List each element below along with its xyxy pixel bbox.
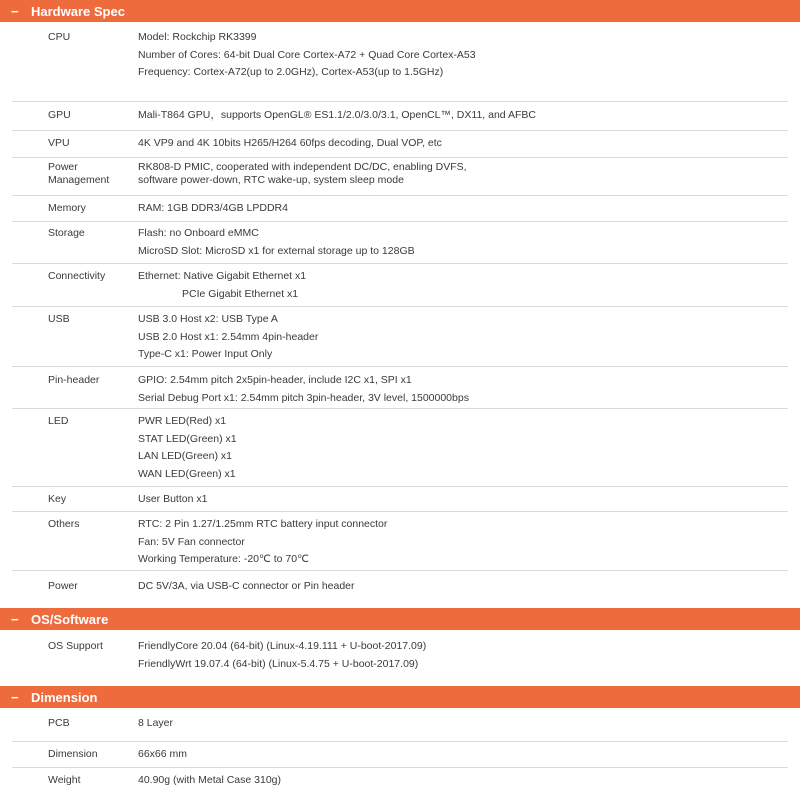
- spec-values: [138, 372, 788, 408]
- spec-value: RK808-D PMIC, cooperated with independent DC/DC, enabling DVFS, software power-down, RTC wake-up, system sleep mode: [138, 161, 467, 186]
- spec-value: FriendlyCore 20.04 (64-bit) (Linux-4.19.111 + U-boot-2017.09): [138, 640, 427, 652]
- spec-values: [138, 638, 788, 685]
- spec-value: User Button x1: [138, 493, 208, 505]
- spec-label: USB: [48, 313, 70, 325]
- spec-values: [138, 578, 788, 606]
- spec-row-cpu: [12, 22, 788, 102]
- spec-label: VPU: [48, 137, 70, 149]
- spec-value: Working Temperature: -20℃ to 70℃: [138, 553, 309, 565]
- spec-label: Dimension: [48, 748, 98, 760]
- spec-value: Frequency: Cortex-A72(up to 2.0GHz), Cortex-A53(up to 1.5GHz): [138, 66, 444, 78]
- spec-values: [138, 29, 788, 101]
- spec-label: OS Support: [48, 640, 103, 652]
- spec-label: Weight: [48, 774, 81, 786]
- spec-values: [138, 491, 788, 511]
- spec-value: 4K VP9 and 4K 10bits H265/H264 60fps decoding, Dual VOP, etc: [138, 137, 442, 149]
- spec-row-vpu: [12, 131, 788, 158]
- spec-value: Type-C x1: Power Input Only: [138, 348, 273, 360]
- spec-row-led: [12, 409, 788, 487]
- spec-value: Model: Rockchip RK3399: [138, 31, 257, 43]
- spec-value: MicroSD Slot: MicroSD x1 for external storage up to 128GB: [138, 244, 415, 257]
- spec-value: Mali-T864 GPU，supports OpenGL® ES1.1/2.0/3.0/3.1, OpenCL™, DX11, and AFBC: [138, 109, 536, 121]
- spec-label: LED: [48, 415, 69, 427]
- spec-label: Key: [48, 493, 67, 505]
- spec-value: 40.90g (with Metal Case 310g): [138, 774, 281, 786]
- hardware-spec-header[interactable]: [0, 0, 800, 22]
- spec-values: [138, 161, 518, 195]
- spec-row-power: [12, 571, 788, 606]
- spec-row-connectivity: [12, 264, 788, 307]
- spec-value: Ethernet: Native Gigabit Ethernet x1: [138, 270, 307, 282]
- spec-row-others: [12, 512, 788, 571]
- spec-row-power-management: [12, 158, 788, 196]
- section-title: Hardware Spec: [31, 3, 125, 19]
- spec-value: WAN LED(Green) x1: [138, 467, 236, 480]
- spec-value: PCIe Gigabit Ethernet x1: [182, 287, 299, 300]
- spec-value: Flash: no Onboard eMMC: [138, 227, 259, 239]
- spec-value: 8 Layer: [138, 717, 174, 729]
- spec-values: [138, 516, 788, 570]
- spec-row-key: [12, 487, 788, 512]
- spec-row-gpu: [12, 102, 788, 131]
- dimension-header[interactable]: [0, 686, 800, 708]
- spec-value: LAN LED(Green) x1: [138, 450, 232, 462]
- hardware-spec-body: [0, 22, 800, 606]
- spec-label: Others: [48, 518, 80, 530]
- spec-values: [138, 200, 788, 221]
- spec-label: GPU: [48, 109, 71, 121]
- spec-values: [138, 772, 788, 794]
- spec-label: Connectivity: [48, 270, 106, 282]
- spec-value: GPIO: 2.54mm pitch 2x5pin-header, include I2C x1, SPI x1: [138, 374, 412, 386]
- spec-row-weight: [12, 768, 788, 794]
- spec-row-usb: [12, 307, 788, 367]
- spec-label: Pin-header: [48, 374, 100, 386]
- spec-value: DC 5V/3A, via USB-C connector or Pin header: [138, 580, 355, 592]
- spec-row-storage: [12, 222, 788, 264]
- spec-row-os-support: [12, 630, 788, 685]
- spec-values: [138, 311, 788, 366]
- spec-values: [138, 413, 788, 486]
- spec-value: FriendlyWrt 19.07.4 (64-bit) (Linux-5.4.75 + U-boot-2017.09): [138, 657, 419, 670]
- spec-value: Number of Cores: 64-bit Dual Core Cortex-A72 + Quad Core Cortex-A53: [138, 48, 476, 61]
- spec-label: Memory: [48, 202, 86, 214]
- collapse-icon: −: [11, 611, 19, 627]
- spec-label: Power Management: [48, 161, 110, 186]
- spec-value: STAT LED(Green) x1: [138, 432, 237, 445]
- collapse-icon: −: [11, 3, 19, 19]
- spec-value: USB 2.0 Host x1: 2.54mm 4pin-header: [138, 330, 319, 343]
- spec-value: PWR LED(Red) x1: [138, 415, 227, 427]
- spec-values: [138, 715, 788, 741]
- spec-label: Storage: [48, 227, 85, 239]
- spec-label: PCB: [48, 717, 70, 729]
- spec-value: Fan: 5V Fan connector: [138, 535, 245, 548]
- spec-row-pin-header: [12, 367, 788, 409]
- os-software-body: [0, 630, 800, 685]
- section-title: OS/Software: [31, 611, 109, 627]
- spec-row-dimension: [12, 742, 788, 768]
- spec-values: [138, 746, 788, 767]
- spec-value: USB 3.0 Host x2: USB Type A: [138, 313, 278, 325]
- spec-values: [138, 135, 788, 157]
- spec-label: Power: [48, 580, 78, 592]
- spec-value: 66x66 mm: [138, 748, 188, 760]
- collapse-icon: −: [11, 689, 19, 705]
- section-title: Dimension: [31, 689, 98, 705]
- spec-row-pcb: [12, 708, 788, 742]
- spec-values: [138, 268, 788, 306]
- spec-value: RTC: 2 Pin 1.27/1.25mm RTC battery input connector: [138, 518, 388, 530]
- spec-values: [138, 225, 788, 263]
- spec-value: RAM: 1GB DDR3/4GB LPDDR4: [138, 202, 288, 214]
- dimension-body: [0, 708, 800, 794]
- spec-row-memory: [12, 196, 788, 222]
- os-software-header[interactable]: [0, 608, 800, 630]
- spec-values: [138, 107, 788, 130]
- spec-label: CPU: [48, 31, 71, 43]
- spec-value: Serial Debug Port x1: 2.54mm pitch 3pin-header, 3V level, 1500000bps: [138, 391, 469, 404]
